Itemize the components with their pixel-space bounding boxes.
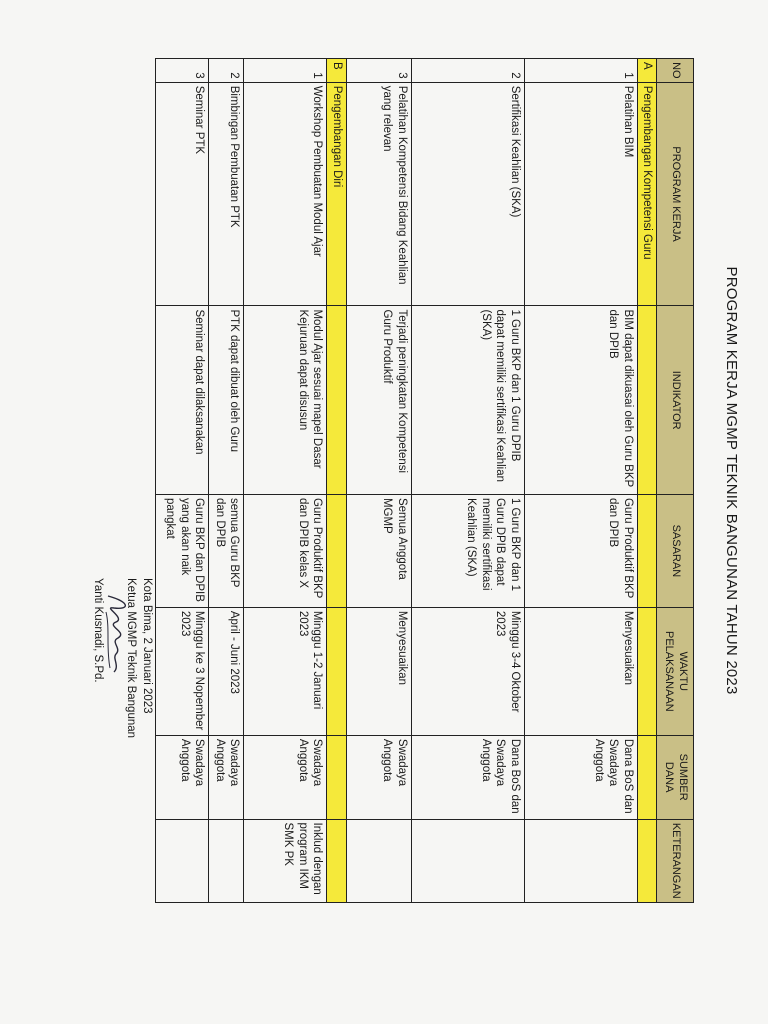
table-row [346,59,411,903]
row-no: 1 [524,59,637,83]
row-no: 3 [346,59,411,83]
row-sasaran: Semua Anggota MGMP [346,494,411,607]
row-indikator: PTK dapat dibuat oleh Guru [209,306,244,494]
row-no: 2 [411,59,524,83]
section-row-b [327,59,346,903]
row-dana: Swadaya Anggota [244,735,327,819]
row-indikator: Seminar dapat dilaksanakan [156,306,209,494]
handwritten-signature-icon [96,588,136,678]
sign-name: Yanti Kusnadi, S.Pd. [91,578,104,683]
header-keterangan: KETERANGAN [657,819,694,903]
row-sasaran: Guru Produktif BKP dan DPIB kelas X [244,494,327,607]
row-indikator: 1 Guru BKP dan 1 Guru DPIB dapat memiliki sertifikasi Keahlian (SKA) [411,306,524,494]
header-indikator: INDIKATOR [657,306,694,494]
row-waktu: Minggu ke 3 Nopember 2023 [156,607,209,735]
row-dana: Dana BoS dan Swadaya Anggota [524,735,637,819]
section-label: Pengembangan Diri [327,82,346,306]
row-program: Pelatihan BIM [524,82,637,306]
row-keterangan: Inklud dengan program IKM SMK PK [244,819,327,903]
row-keterangan [156,819,209,903]
section-letter: A [637,59,656,83]
row-indikator: Terjadi peningkatan Kompetensi Guru Produktif [346,306,411,494]
header-no: NO [657,59,694,83]
row-indikator: BIM dapat dikuasai oleh Guru BKP dan DPIB [524,306,637,494]
document-title: PROGRAM KERJA MGMP TEKNIK BANGUNAN TAHUN 2023 [723,266,740,695]
program-table [155,58,694,903]
table-row [209,59,244,903]
row-dana: Swadaya Anggota [346,735,411,819]
sign-role: Ketua MGMP Teknik Bangunan [125,578,138,739]
table-header-row [657,59,694,903]
row-dana: Dana BoS dan Swadaya Anggota [411,735,524,819]
row-no: 2 [209,59,244,83]
row-program: Bimbingan Pembuatan PTK [209,82,244,306]
document-landscape [91,58,740,968]
row-no: 1 [244,59,327,83]
row-dana: Swadaya Anggota [209,735,244,819]
section-letter: B [327,59,346,83]
section-label: Pengembangan Kompetensi Guru [637,82,656,306]
header-sasaran: SASARAN [657,494,694,607]
section-row-a [637,59,656,903]
header-waktu: WAKTU PELAKSANAAN [657,607,694,735]
row-waktu: Minggu 1-2 Januari 2023 [244,607,327,735]
row-waktu: April - Juni 2023 [209,607,244,735]
row-waktu: Minggu 3-4 Oktober 2023 [411,607,524,735]
table-row [411,59,524,903]
row-sasaran: Guru Produktif BKP dan DPIB [524,494,637,607]
row-sasaran: Guru BKP dan DPIB yang akan naik pangkat [156,494,209,607]
header-dana: SUMBER DANA [657,735,694,819]
row-indikator: Modul Ajar sesuai mapel Dasar Kejuruan dapat disusun [244,306,327,494]
row-sasaran: 1 Guru BKP dan 1 Guru DPIB dapat memiliki sertifikasi Keahlian (SKA) [411,494,524,607]
row-keterangan [209,819,244,903]
row-keterangan [411,819,524,903]
row-program: Pelatihan Kompetensi Bidang Keahlian yang relevan [346,82,411,306]
row-no: 3 [156,59,209,83]
row-sasaran: semua Guru BKP dan DPIB [209,494,244,607]
row-waktu: Menyesuaikan [346,607,411,735]
table-row [156,59,209,903]
row-keterangan [346,819,411,903]
table-row [244,59,327,903]
row-program: Sertifikasi Keahlian (SKA) [411,82,524,306]
row-program: Workshop Pembuatan Modul Ajar [244,82,327,306]
table-row [524,59,637,903]
row-program: Seminar PTK [156,82,209,306]
header-program: PROGRAM KERJA [657,82,694,306]
row-waktu: Menyesuaikan [524,607,637,735]
row-keterangan [524,819,637,903]
sign-place-date: Kota Bima, 2 Januari 2023 [141,578,153,714]
row-dana: Swadaya Anggota [156,735,209,819]
